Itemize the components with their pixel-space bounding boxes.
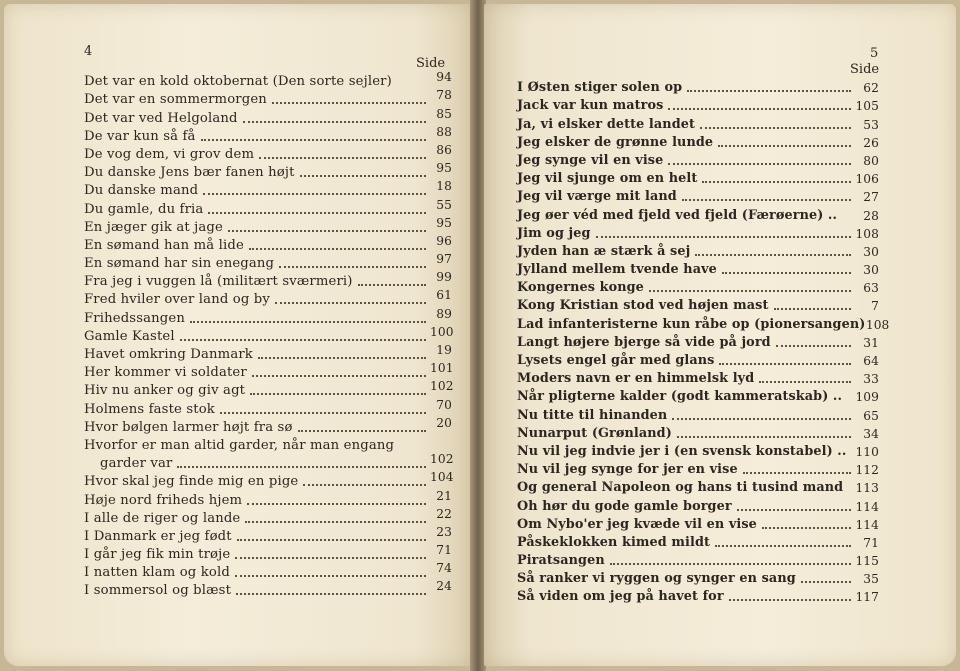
page-reference: 101 [430,361,454,376]
index-entry [517,459,879,477]
song-title: Langt højere bjerge så vide på jord [517,334,771,350]
song-title: En sømand han må lide [84,237,244,253]
index-entry [517,259,879,277]
index-entry [84,180,452,198]
index-entry [517,532,879,550]
song-title: Frihedssangen [84,310,185,326]
index-entry [84,217,452,235]
song-title: Påskeklokken kimed mildt [517,534,711,550]
side-column-header: Side [850,62,880,77]
dot-leader [279,266,426,268]
dot-leader [719,363,851,365]
song-title: Oh hør du gode gamle borger [517,498,732,514]
song-title: Nu vil jeg synge for jer en vise [517,462,738,478]
page-reference: 71 [863,535,879,550]
page-reference: 62 [863,81,879,96]
song-title: Piratsangen [517,553,605,569]
dot-leader [743,472,851,474]
song-title: Høje nord friheds hjem [84,492,243,508]
index-entry [517,441,879,459]
song-title: Nu titte til hinanden [517,407,668,423]
song-title: Hiv nu anker og giv agt [84,383,246,399]
page-reference: 53 [863,117,879,132]
page-reference: 31 [863,335,879,350]
dot-leader [300,175,426,177]
index-entry [84,71,452,89]
index-entry [84,508,452,526]
dot-leader [220,412,426,414]
dot-leader [303,484,426,486]
left-page [4,4,472,666]
page-reference: 95 [436,215,452,230]
index-entry [84,562,452,580]
page-reference: 114 [855,499,879,514]
page-reference: 108 [865,317,890,332]
page-reference: 102 [430,452,454,467]
song-title: En jæger gik at jage [84,219,223,235]
dot-leader [695,254,851,256]
index-entry [84,107,452,125]
index-entry [517,223,879,241]
song-title: I Østen stiger solen op [517,80,683,96]
song-title: Hvor bølgen larmer højt fra sø [84,419,293,435]
page-reference: 97 [436,252,452,267]
dot-leader [252,375,426,377]
song-title: Holmens faste stok [84,401,215,417]
page-reference: 27 [863,190,879,205]
page-reference: 65 [863,408,879,423]
song-title: I Danmark er jeg født [84,528,232,544]
page-reference: 33 [863,372,879,387]
dot-leader [243,121,426,123]
song-title: Kong Kristian stod ved højen mast [517,298,769,314]
index-entry [517,495,879,513]
song-title: Jeg øer véd med fjeld ved fjeld (Færøerne) .. [517,207,838,223]
dot-leader [272,102,426,104]
song-title: Fred hviler over land og by [84,292,270,308]
dot-leader [190,321,426,323]
page-reference: 20 [436,415,452,430]
index-entry [84,435,452,453]
index-entry [517,113,879,131]
page-reference: 117 [855,590,879,605]
song-title: Jyden han æ stærk å sej [517,243,691,259]
song-title: Det var en sommermorgen [84,92,267,108]
page-reference: 23 [436,524,452,539]
index-entry [84,489,452,507]
index-entry [84,580,452,598]
index-entry [84,471,452,489]
right-page [484,4,956,666]
page-reference: 71 [436,543,452,558]
song-title: Du danske Jens bær fanen højt [84,165,295,181]
song-title: Om Nybo'er jeg kvæde vil en vise [517,516,757,532]
page-reference: 22 [436,506,452,521]
page-reference: 64 [863,354,879,368]
song-title: Når pligterne kalder (godt kammeratskab) .. [517,389,843,405]
song-title: Havet omkring Danmark [84,347,253,362]
dot-leader [715,545,851,547]
index-entry [517,386,879,404]
index-entry [84,362,452,380]
dot-leader [235,575,426,577]
song-title: De var kun så få [84,128,196,144]
page-reference: 89 [436,306,452,321]
page-reference: 61 [436,288,452,303]
song-title: Så ranker vi ryggen og synger en sang [517,571,796,587]
song-title: garder var [100,456,173,472]
song-title: I natten klam og kold [84,565,230,581]
page-reference: 88 [436,124,452,139]
page-reference: 63 [863,281,879,296]
dot-leader [774,308,852,310]
index-entry [517,277,879,295]
index-entry [517,77,879,95]
page-reference: 106 [855,172,879,187]
index-entry [517,586,879,604]
dot-leader [762,527,851,529]
dot-leader [677,436,851,438]
index-entry [84,453,452,471]
index-entry [517,150,879,168]
index-entry [84,289,452,307]
page-reference: 94 [436,70,452,85]
index-entry [84,89,452,107]
song-title: Jeg elsker de grønne lunde [517,134,714,150]
dot-leader [180,339,426,341]
index-entry [84,162,452,180]
dot-leader [201,139,426,141]
page-reference: 112 [855,463,879,478]
dot-leader [235,557,426,559]
page-reference: 108 [855,226,879,241]
dot-leader [358,284,426,286]
dot-leader [245,521,426,523]
song-title: Og general Napoleon og hans ti tusind mand [517,480,844,496]
index-entry [517,295,879,313]
song-title: Det var ved Helgoland [84,110,238,126]
dot-leader [610,563,851,565]
dot-leader [236,593,426,595]
page-reference: 34 [863,426,879,441]
index-entry [517,132,879,150]
page-reference: 28 [863,208,879,223]
page-reference: 35 [863,572,879,587]
index-entry [517,477,879,495]
index-entry [84,398,452,416]
song-title: Jack var kun matros [517,98,664,114]
song-title: De vog dem, vi grov dem [84,146,255,162]
index-entry [84,344,452,362]
dot-leader [596,236,851,238]
dot-leader [672,418,851,420]
song-title: Hvorfor er man altid garder, når man engang [84,437,395,453]
page-number: 5 [870,46,879,61]
song-title: Hvor skal jeg finde mig en pige [84,474,299,490]
dot-leader [682,199,851,201]
song-title: Du danske mand [84,183,199,199]
page-reference: 85 [436,106,452,121]
page-reference: 21 [436,488,452,503]
index-entry [517,568,879,586]
song-title: Moders navn er en himmelsk lyd [517,371,755,387]
page-reference: 95 [436,161,452,176]
dot-leader [718,145,851,147]
index-entry [517,313,890,332]
index-entry [84,380,452,398]
index-entry [84,417,452,435]
index-list [84,71,452,598]
page-reference: 80 [863,153,879,168]
side-column-header: Side [416,56,446,71]
page-reference: 19 [436,343,452,357]
page-reference: 30 [863,244,879,259]
song-title: I sommersol og blæst [84,583,232,599]
page-reference: 114 [855,517,879,532]
dot-leader [759,381,851,383]
song-title: Jeg vil værge mit land [517,189,677,205]
dot-leader [247,503,426,505]
dot-leader [237,539,426,541]
song-title: Jylland mellem tvende have [517,262,717,278]
index-entry [517,368,879,386]
song-title: En sømand har sin enegang [84,256,275,272]
song-title: Jim og jeg [517,225,591,241]
page-reference: 74 [436,561,452,576]
page-number: 4 [84,44,93,59]
song-title: Lad infanteristerne kun råbe op (pionersangen) [517,316,866,332]
song-title: Ja, vi elsker dette landet [517,116,695,132]
dot-leader [687,90,851,92]
dot-leader [668,108,851,110]
song-title: Nu vil jeg indvie jer i (en svensk konstabel) .. [517,443,847,459]
song-title: I går jeg fik min trøje [84,547,231,563]
page-reference: 96 [436,233,452,248]
page-reference: 7 [871,299,879,314]
page-reference: 55 [436,197,452,212]
dot-leader [203,193,426,195]
page-reference: 104 [430,470,454,485]
song-title: I alle de riger og lande [84,510,241,526]
page-reference: 18 [436,179,452,194]
page-reference: 99 [436,270,452,285]
song-title: Nunarput (Grønland) [517,425,672,441]
dot-leader [250,393,426,395]
index-entry [84,198,452,216]
page-reference: 115 [855,554,879,569]
index-entry [84,526,452,544]
song-title: Kongernes konge [517,280,644,296]
page-reference: 24 [436,579,452,594]
dot-leader [649,290,851,292]
dot-leader [702,181,851,183]
dot-leader [729,599,851,601]
page-reference: 100 [430,324,454,339]
page-reference: 86 [436,142,452,157]
page-reference: 70 [436,397,452,412]
page-reference: 113 [855,481,879,496]
index-entry [517,423,879,441]
song-title: Jeg vil sjunge om en helt [517,171,698,187]
dot-leader [249,248,426,250]
index-entry [517,350,879,368]
dot-leader [177,466,426,468]
index-entry [517,168,879,186]
song-title: Det var en kold oktobernat (Den sorte sejler) [84,74,392,90]
index-list [517,77,890,605]
dot-leader [208,212,426,214]
page-reference: 30 [863,263,879,278]
index-entry [517,241,879,259]
index-entry [517,204,879,222]
song-title: Gamle Kastel [84,328,175,344]
dot-leader [700,127,851,129]
index-entry [84,144,452,162]
index-entry [84,307,452,325]
index-entry [84,326,452,344]
index-entry [84,126,452,144]
index-entry [84,271,452,289]
dot-leader [737,509,851,511]
index-entry [517,95,879,113]
page-reference: 78 [436,88,452,103]
song-title: Jeg synge vil en vise [517,152,664,168]
song-title: Så viden om jeg på havet for [517,589,724,605]
page-reference: 26 [863,135,879,150]
index-entry [84,235,452,253]
index-entry [84,253,452,271]
song-title: Du gamle, du fria [84,201,204,217]
index-entry [517,186,879,204]
index-entry [84,544,452,562]
page-reference: 109 [855,390,879,405]
page-reference: 110 [855,444,879,459]
index-entry [517,514,879,532]
index-entry [517,332,879,350]
dot-leader [228,230,426,232]
song-title: Lysets engel går med glans [517,353,715,368]
index-entry [517,550,879,568]
song-title: Her kommer vi soldater [84,365,247,381]
dot-leader [668,163,851,165]
dot-leader [801,581,851,583]
dot-leader [722,272,851,274]
dot-leader [259,157,426,159]
index-entry [517,404,879,422]
dot-leader [275,302,426,304]
page-reference: 105 [855,99,879,114]
page-reference: 102 [430,379,454,394]
dot-leader [258,357,426,359]
song-title: Fra jeg i vuggen lå (militært sværmeri) [84,274,353,290]
dot-leader [298,430,426,432]
dot-leader [776,345,851,347]
